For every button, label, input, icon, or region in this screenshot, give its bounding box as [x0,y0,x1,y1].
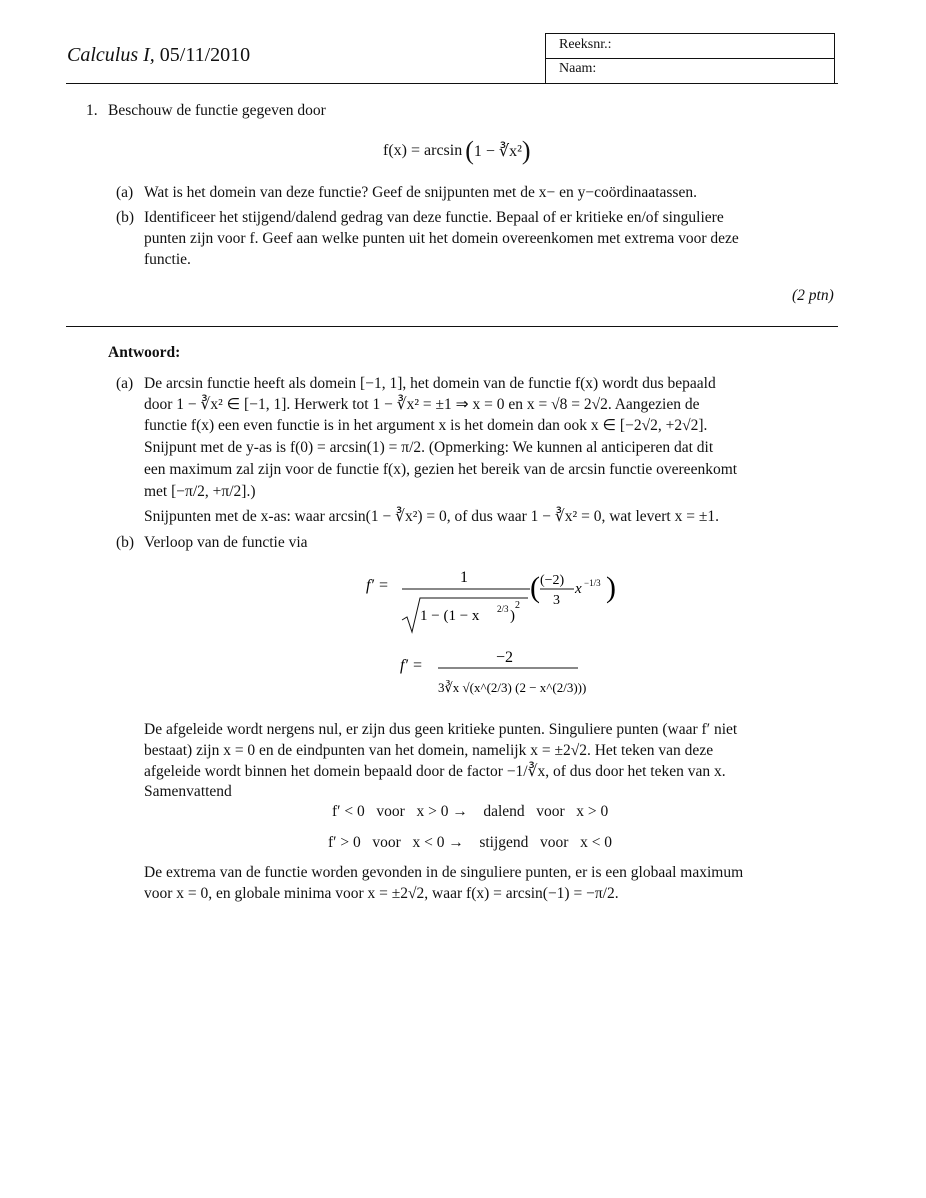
points-label: (2 ptn) [792,287,834,304]
question-number: 1. [86,102,98,119]
part-b-line-1: Identificeer het stijgend/dalend gedrag van deze functie. Bepaal of er kritieke en/of singuliere [144,209,724,226]
function-formula [383,134,531,168]
naam-label: Naam: [559,61,597,76]
deriv1-xpow: −1/3 [584,578,601,588]
exam-date: 05/11/2010 [159,44,251,66]
answer-b-line-2: bestaat) zijn x = 0 en de eindpunten van het domein, namelijk x = ±2√2. Het teken van deze [144,742,714,759]
deriv1-factor-num: (−2) [540,573,565,588]
deriv1-x: x [575,581,582,597]
answer-a-line-7: Snijpunten met de x-as: waar arcsin(1 − ∛x²) = 0, of dus waar 1 − ∛x² = 0, wat levert x = ±1. [144,508,719,525]
deriv1-square: 2 [515,600,520,611]
reeksnr-label: Reeksnr.: [559,37,612,52]
answer-a-line-2: door 1 − ∛x² ∈ [−1, 1]. Herwerk tot 1 − ∛x² = ±1 ⇒ x = 0 en x = √8 = 2√2. Aangezien de [144,396,700,413]
svg-text:(: ( [530,571,540,604]
answer-heading: Antwoord: [108,344,181,361]
identification-box [545,33,835,84]
deriv2-lhs: f′ = [400,657,423,674]
svg-text:): ) [510,608,515,624]
part-b-line-2: punten zijn voor f. Geef aan welke punten uit het domein overeenkomen met extrema voor deze [144,230,739,247]
part-a-label: (a) [116,184,134,201]
answer-a-line-3: functie f(x) een even functie is in het argument x is het domein dan ook x ∈ [−2√2, +2√2]. [144,417,708,434]
paren-close: ) [521,136,531,165]
deriv1-lhs: f′ = [366,577,389,594]
answer-a-line-4: Snijpunt met de y-as is f(0) = arcsin(1) = π/2. (Opmerking: We kunnen al anticiperen dat dit [144,439,714,456]
answer-a-line-5: een maximum zal zijn voor de functie f(x), gezien het bereik van de arcsin functie overeenkomt [144,461,738,478]
formula-inner: 1 − ∛x² [473,143,522,160]
conclusion-line-1: De extrema van de functie worden gevonden in de singuliere punten, er is een globaal maximum [144,864,744,881]
part-b-line-3: functie. [144,251,191,268]
deriv2-den: 3∛x √(x^(2/3) (2 − x^(2/3))) [438,680,587,695]
part-b-label: (b) [116,209,135,226]
question-intro: Beschouw de functie gegeven door [108,102,326,119]
answer-b-label: (b) [116,534,135,551]
page-title [67,44,250,67]
derivative-formula-1 [360,562,630,642]
deriv2-num: −2 [496,649,514,666]
deriv1-num: 1 [460,569,468,586]
answer-b-line-1: De afgeleide wordt nergens nul, er zijn dus geen kritieke punten. Singuliere punten (waar f′ niet [144,721,738,738]
answer-a-line-6: met [−π/2, +π/2].) [144,483,256,500]
svg-text:): ) [606,571,616,604]
answer-b-line-3: afgeleide wordt binnen het domein bepaald door de factor −1/∛x, of dus door het teken van x. [144,763,726,780]
summary-line-1: f′ < 0 voor x > 0 → dalend voor x > 0 [332,803,609,820]
deriv1-exp: 2/3 [497,604,509,614]
formula-lhs: f(x) = arcsin [383,142,463,159]
answer-a-line-1: De arcsin functie heeft als domein [−1, 1], het domein van de functie f(x) wordt dus bepaald [144,375,716,392]
conclusion-line-2: voor x = 0, en globale minima voor x = ±2√2, waar f(x) = arcsin(−1) = −π/2. [144,885,619,902]
answer-a-label: (a) [116,375,134,392]
derivative-formula-2 [400,646,600,706]
answer-b-line-4: Samenvattend [144,783,232,800]
answer-b-intro: Verloop van de functie via [144,534,308,551]
deriv1-den: 1 − (1 − x [420,608,480,624]
deriv1-factor-den: 3 [553,593,560,608]
part-a-text: Wat is het domein van deze functie? Geef de snijpunten met de x− en y−coördinaatassen. [144,184,697,201]
box-divider [546,58,834,59]
summary-line-2: f′ > 0 voor x < 0 → stijgend voor x < 0 [328,834,613,851]
section-rule [66,326,838,327]
paren-open: ( [465,136,474,165]
header-rule [66,83,838,84]
course-name: Calculus I, [67,44,155,66]
